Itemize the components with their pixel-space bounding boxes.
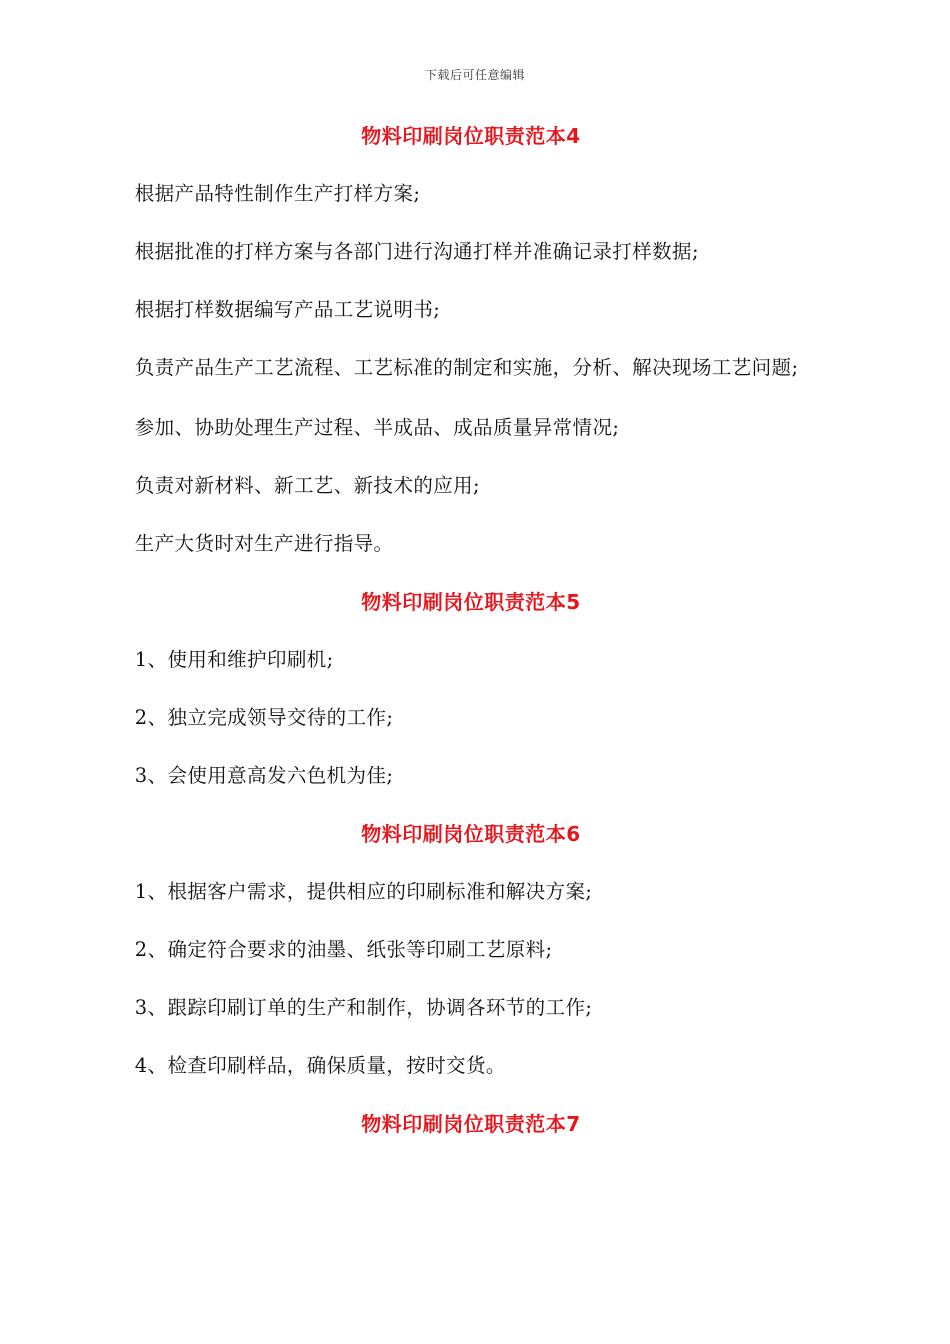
paragraph: 1、使用和维护印刷机; (134, 648, 334, 671)
paragraph: 生产大货时对生产进行指导。 (134, 532, 394, 555)
document-body (86, 120, 856, 1166)
header-note: 下载后可任意编辑 (424, 68, 525, 82)
paragraph: 2、确定符合要求的油墨、纸张等印刷工艺原料; (134, 938, 553, 961)
section-title: 物料印刷岗位职责范本4 (361, 124, 581, 148)
paragraph: 1、根据客户需求，提供相应的印刷标准和解决方案; (134, 880, 593, 903)
paragraph: 参加、协助处理生产过程、半成品、成品质量异常情况; (134, 416, 620, 439)
paragraph: 4、检查印刷样品，确保质量，按时交货。 (134, 1054, 506, 1077)
paragraph: 根据产品特性制作生产打样方案; (134, 182, 421, 205)
paragraph: 负责产品生产工艺流程、工艺标准的制定和实施，分析、解决现场工艺问题; (134, 356, 799, 379)
paragraph: 负责对新材料、新工艺、新技术的应用; (134, 474, 481, 497)
paragraph: 根据批准的打样方案与各部门进行沟通打样并准确记录打样数据; (134, 240, 699, 263)
paragraph: 2、独立完成领导交待的工作; (134, 706, 394, 729)
paragraph: 3、跟踪印刷订单的生产和制作，协调各环节的工作; (134, 996, 593, 1019)
paragraph: 3、会使用意高发六色机为佳; (134, 764, 394, 787)
section-title: 物料印刷岗位职责范本6 (361, 822, 581, 846)
section-title: 物料印刷岗位职责范本5 (361, 590, 581, 614)
paragraph: 根据打样数据编写产品工艺说明书; (134, 298, 441, 321)
section-title: 物料印刷岗位职责范本7 (361, 1112, 581, 1136)
